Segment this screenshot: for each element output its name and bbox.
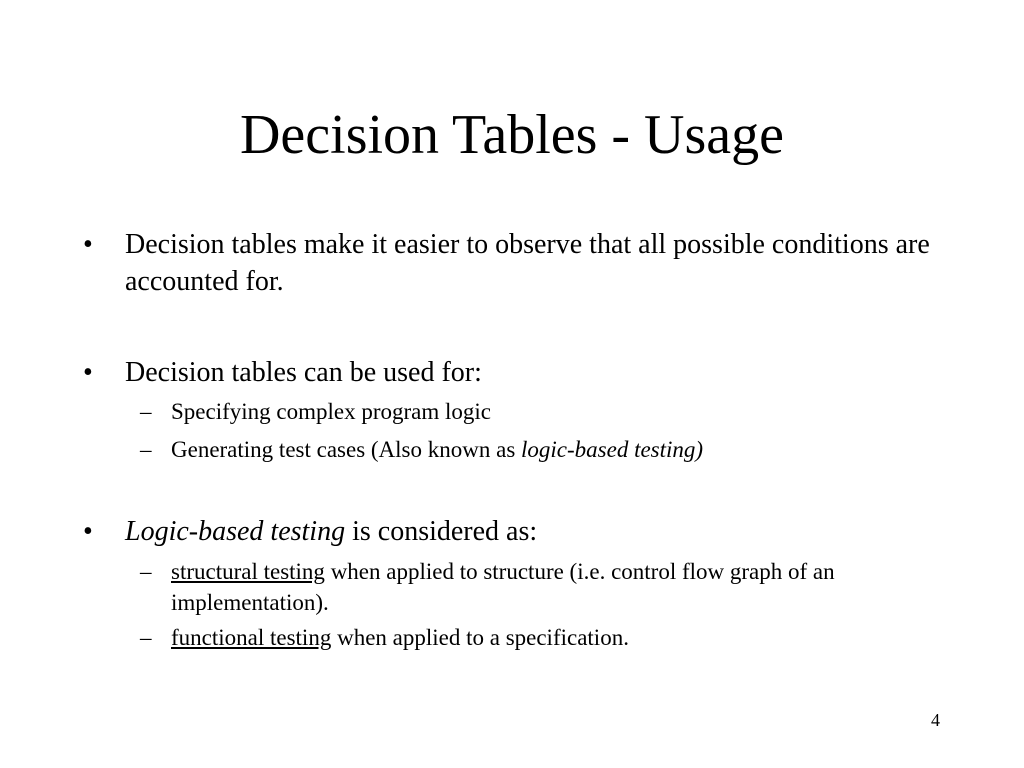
bullet-text: Decision tables can be used for: <box>125 357 482 388</box>
sub-item-prefix: Generating test cases (Also known as <box>171 437 522 462</box>
sub-item-italic: logic-based testing) <box>521 437 704 462</box>
sub-bullet-marker: – <box>140 437 152 462</box>
bullet-item-3 <box>83 513 943 550</box>
sub-item-3-1 <box>140 556 940 618</box>
sub-item-suffix: when applied to structure (i.e. control flow graph of an implementation). <box>171 559 835 615</box>
bullet-item-1 <box>83 226 943 300</box>
bullet-suffix: is considered as: <box>345 516 538 547</box>
sub-item-2-2 <box>140 434 940 465</box>
sub-bullet-marker: – <box>140 625 152 650</box>
page-number: 4 <box>931 710 940 730</box>
sub-item-text <box>171 622 940 653</box>
slide-title: Decision Tables - Usage <box>239 104 784 166</box>
bullet-text <box>125 513 943 550</box>
bullet-marker: • <box>83 516 93 547</box>
sub-item-suffix: when applied to a specification. <box>331 625 629 650</box>
sub-item-3-2 <box>140 622 940 653</box>
sub-item-text <box>171 556 940 618</box>
bullet-item-2 <box>83 354 943 391</box>
bullet-marker: • <box>83 229 93 260</box>
bullet-text: Decision tables make it easier to observe that all possible conditions are accounted for. <box>125 229 930 297</box>
sub-bullet-marker: – <box>140 399 152 424</box>
sub-item-underlined: structural testing <box>171 559 325 584</box>
bullet-italic: Logic-based testing <box>125 516 346 547</box>
bullet-marker: • <box>83 357 93 388</box>
sub-item-2-1 <box>140 396 940 427</box>
sub-item-text <box>171 434 940 465</box>
sub-item-text: Specifying complex program logic <box>171 399 492 424</box>
sub-bullet-marker: – <box>140 559 152 584</box>
sub-item-underlined: functional testing <box>171 625 332 650</box>
